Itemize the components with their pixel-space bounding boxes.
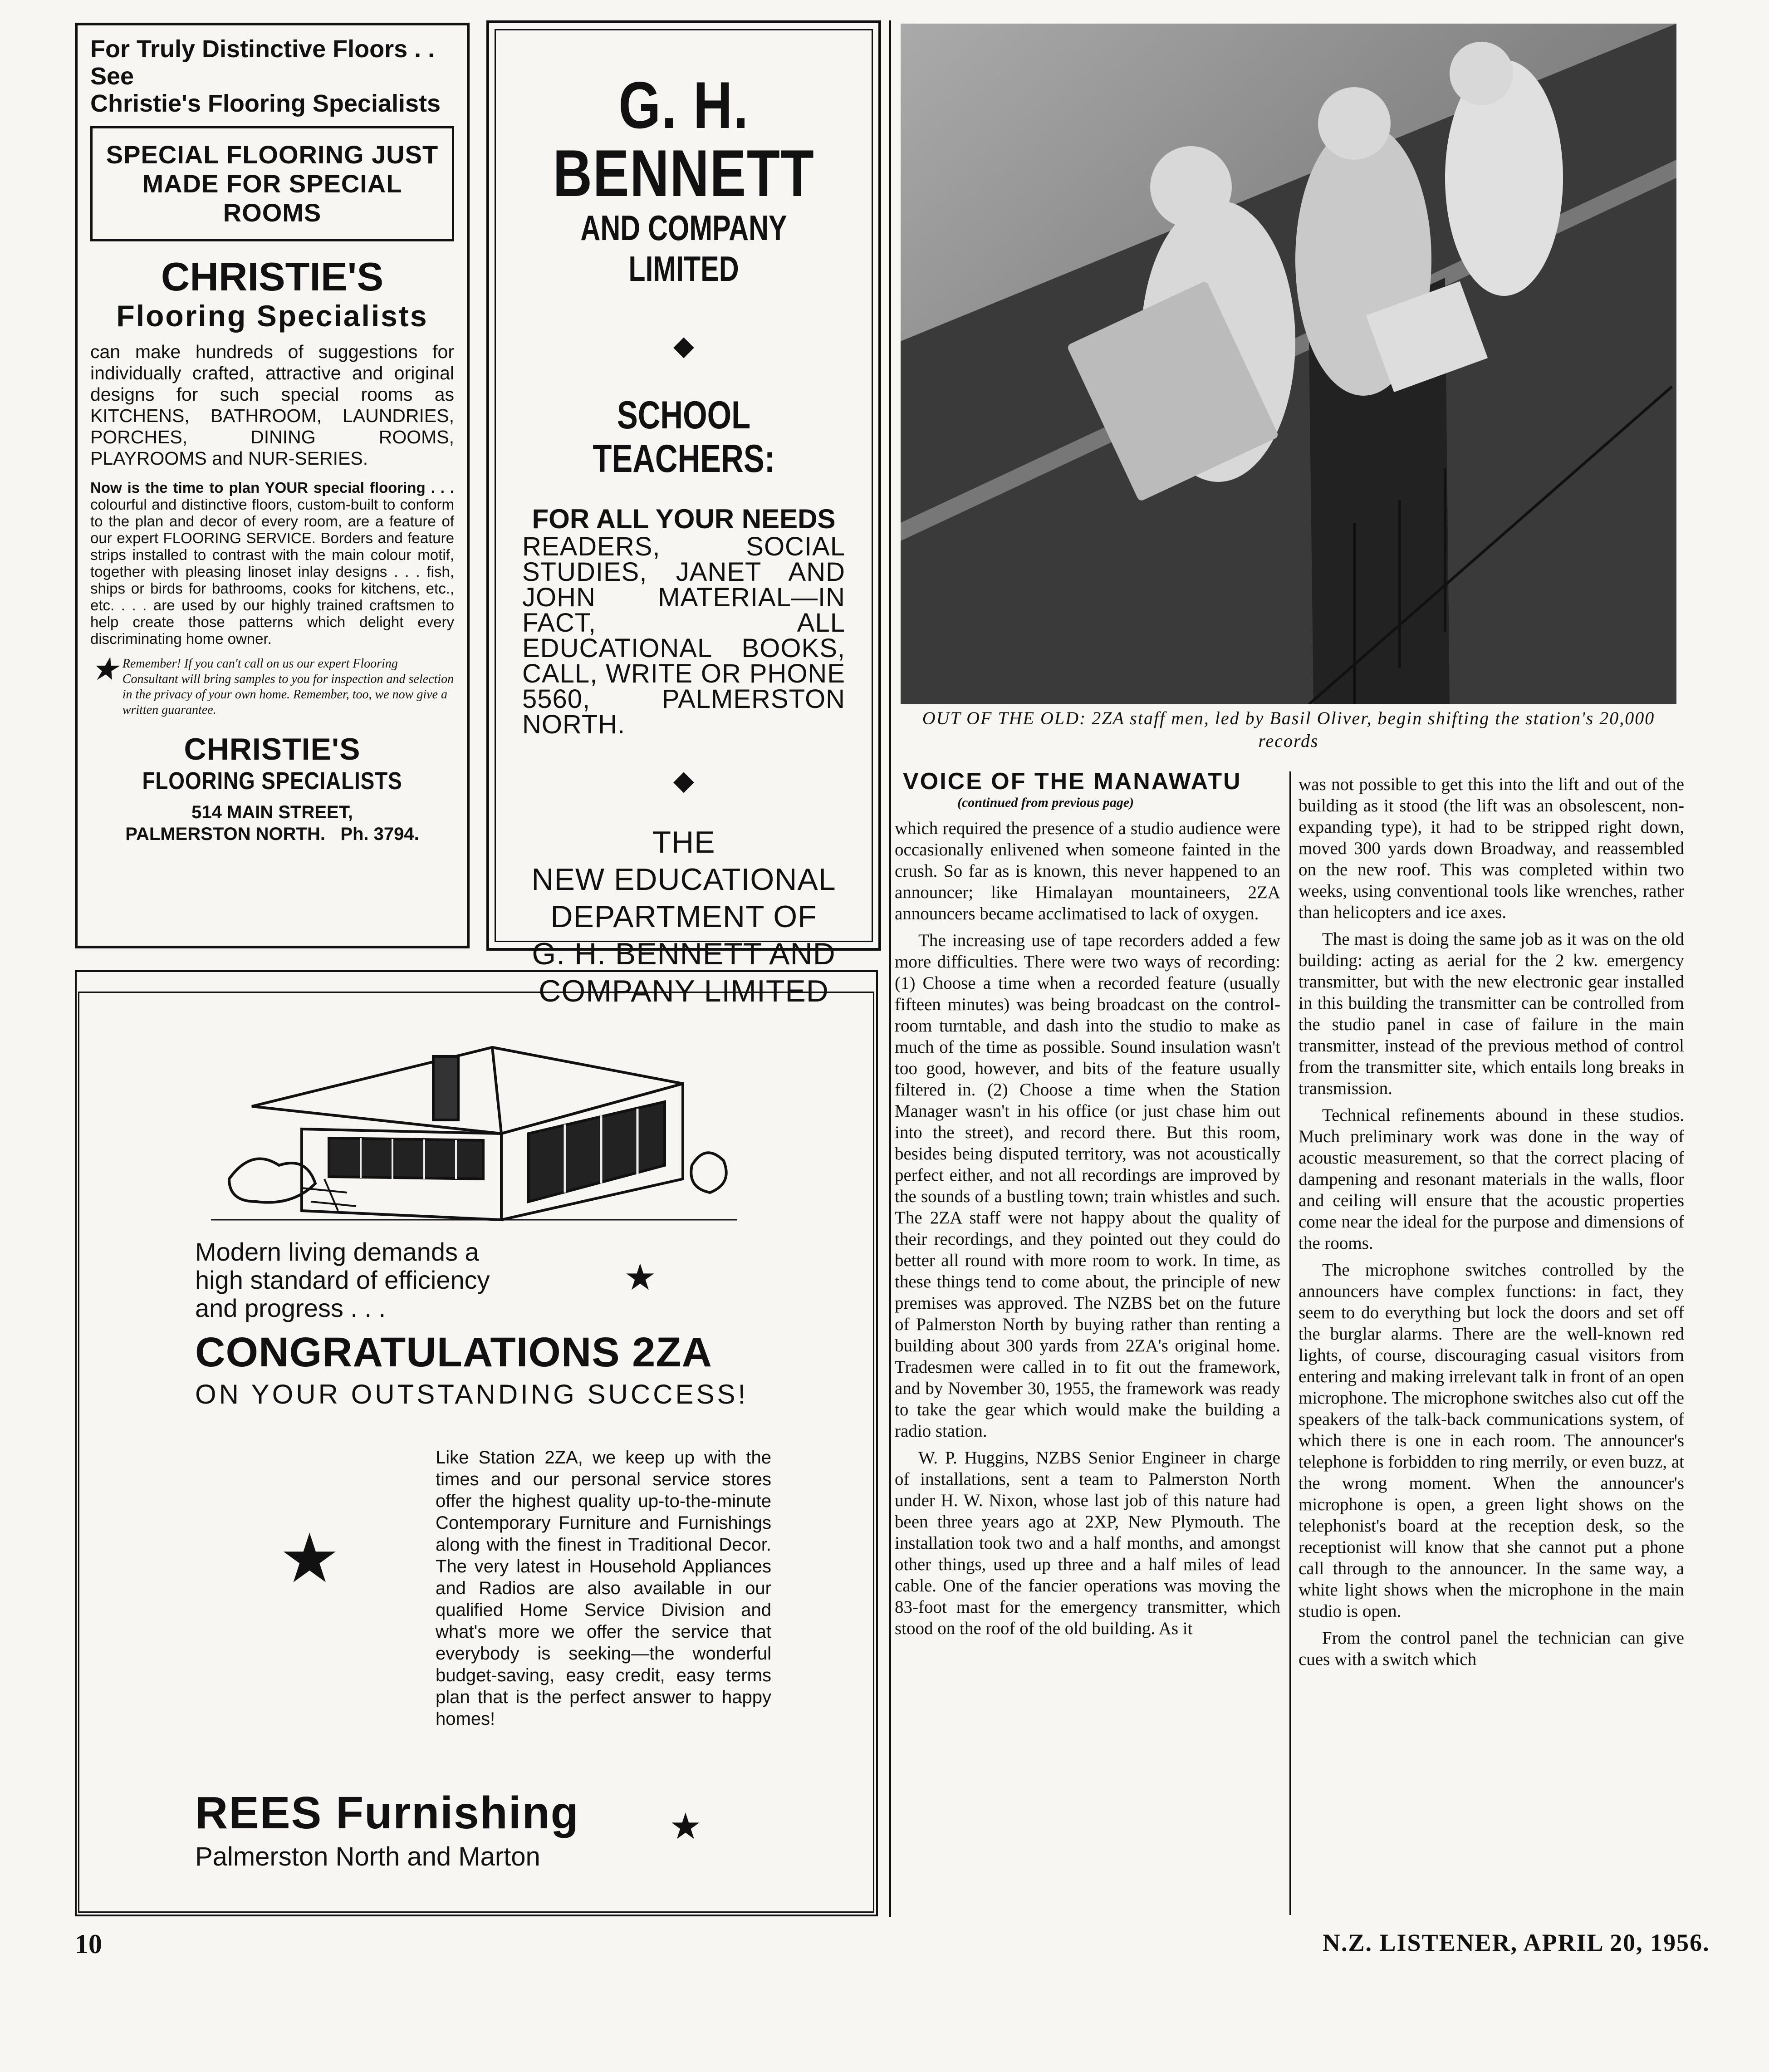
article-paragraph: was not possible to get this into the lift and out of the building as it stood (the lift was an obsolescent, non-expanding type), it had to be stripped right down, moved 300 yards down Broadway, and reassembled on the new roof. This was completed within two weeks, using conventional tools like wrenches, rather than helicopters and ice axes.	[1299, 775, 1684, 922]
christie-advertisement	[75, 23, 470, 948]
rees-advertisement	[78, 992, 874, 1913]
rees-body: Like Station 2ZA, we keep up with the times and our personal service stores offer the highest quality up-to-the-minute Contemporary Furniture and Furnishings along with the finest in Traditional Decor. The very latest in Household Appliances and Radios are also available in our qualified Home Service Division and what's more we offer the service that everybody is seeking—the wonderful budget-saving, easy credit, easy terms plan that is the perfect answer to happy homes!	[436, 1448, 771, 1729]
closing-line: G. H. BENNETT AND	[532, 937, 836, 971]
page-number: 10	[75, 1929, 102, 1959]
christie-address	[90, 801, 454, 845]
tagline-line: and progress . . .	[195, 1294, 386, 1322]
closing-line: NEW EDUCATIONAL	[531, 862, 836, 897]
bennett-heading: SCHOOL TEACHERS:	[593, 393, 775, 481]
article-column-1	[895, 818, 1280, 1645]
star-icon: ★	[279, 1520, 340, 1596]
bennett-subtitle: AND COMPANY LIMITED	[580, 208, 787, 289]
article-paragraph: Technical refinements abound in these studios. Much preliminary work was done in the way of acoustic measurement, so that the correct placing of dampening and resonant materials in the walls, floor and ceiling will ensure that the acoustic properties come near the ideal for the purpose and dimensions of the rooms.	[1299, 1105, 1684, 1253]
christie-brand: CHRISTIE'S	[161, 254, 384, 299]
article-paragraph: W. P. Huggins, NZBS Senior Engineer in charge of installations, sent a team to Palmerston North under H. W. Nixon, whose last job of this nature had been three years ago at 2XP, New Plymouth. The installation took two and a half months, and amongst other things, used up three and a half miles of lead cable. One of the fancier operations was moving the 83-foot mast for the emergency transmitter, which stood on the roof of the old building. As it	[895, 1448, 1280, 1638]
bennett-subheading: FOR ALL YOUR NEEDS	[532, 504, 836, 534]
diamond-icon: ◆	[673, 765, 695, 795]
bennett-title: G. H. BENNETT	[553, 68, 815, 210]
christie-body: can make hundreds of suggestions for individually crafted, attractive and original designs for such special rooms as KITCHENS, BATHROOM, LAUNDRIES, PORCHES, DINING ROOMS, PLAYROOMS and NUR-SERIES.	[90, 341, 454, 469]
closing-line: DEPARTMENT OF	[550, 899, 817, 934]
star-icon: ★	[90, 652, 119, 687]
column-rule	[1289, 771, 1291, 1915]
tagline-line: high standard of efficiency	[195, 1266, 490, 1294]
star-icon: ★	[624, 1257, 657, 1297]
article-paragraph: The increasing use of tape recorders added a few more difficulties. There were two ways of recording: (1) Choose a time when a recorded feature (usually fifteen minutes) was being broadcast on the control-room turntable, and dash into the studio to make as much of the time as possible. Sound insulation wasn't too good, however, and bits of the feature usually filtered in. (2) Choose a time when the Station Manager wasn't in his office (or just chase him out into the street), and record there. But this room, besides being disputed territory, was not acoustically perfect either, and not all recordings are improved by the sounds of a bustling town; train whistles and such. The 2ZA staff were not happy about the quality of their recordings, and they pointed out they could do better all round with more room to work. In time, as these things tend to come about, the principle of new premises was approved. The NZBS bet on the future of Palmerston North by buying rather than renting a building about 300 yards from 2ZA's original home. Tradesmen were called in to fit out the framework, and by November 30, 1955, the framework was ready to take the gear which would make the building a radio station.	[895, 931, 1280, 1441]
christie-body-2	[90, 479, 454, 647]
diamond-icon: ◆	[673, 330, 695, 361]
christie-body-lead: Now is the time to plan YOUR special flooring . . .	[90, 479, 454, 496]
article-paragraph: The microphone switches controlled by the announcers have complex functions: in fact, they seem to do everything but lock the doors and set off the burglar alarms. There are the well-known red lights, of course, discouraging casual visitors from entering and making irrelevant talk in front of an open microphone. The microphone switches also cut off the speakers of the talk-back communications system, of which there is one in each room. The announcer's telephone is forbidden to ring merrily, or even buzz, at the wrong moment. When the announcer's microphone is open, a green light shows on the telephonist's board at the reception desk, so the receptionist will know that she cannot put a phone call through to the announcer. In the same way, a white light shows when the microphone in the main studio is open.	[1299, 1260, 1684, 1621]
article-paragraph: The mast is doing the same job as it was on the old building: acting as aerial for the 2 kw. emergency transmitter, but with the new electronic gear installed in this building the transmitter can be controlled from the studio panel in case of failure in the main transmitter, instead of the previous method of control from the transmitter site, which entails long breaks in transmission.	[1299, 929, 1684, 1098]
intro-line: See	[90, 63, 134, 90]
star-icon: ★	[669, 1806, 702, 1846]
rees-locations: Palmerston North and Marton	[195, 1842, 540, 1871]
christie-name-sub: FLOORING SPECIALISTS	[142, 767, 402, 795]
staff-moving-records-photo	[901, 24, 1676, 704]
rees-name: REES Furnishing	[195, 1787, 579, 1838]
tagline-line: Modern living demands a	[195, 1237, 479, 1266]
column-rule	[889, 20, 891, 1917]
congratulations-heading: CONGRATULATIONS 2ZA	[195, 1329, 712, 1375]
bennett-advertisement	[495, 29, 873, 1008]
city-phone-line: PALMERSTON NORTH. Ph. 3794.	[125, 824, 419, 844]
christie-body-text: colourful and distinctive floors, custom-built to conform to the plan and decor of every room, are a feature of our expert FLOORING SERVICE. Borders and feature strips installed to contrast with the main colour motif, together with pleasing linoset inlay designs . . . fish, ships or birds for bathrooms, cooks for kitchens, etc., etc. . . . are used by our highly trained craftsmen to help create those patterns which delight every discriminating home owner.	[90, 496, 454, 647]
intro-line: For Truly Distinctive Floors . .	[90, 35, 435, 63]
christie-name: CHRISTIE'S	[184, 732, 361, 766]
rees-tagline	[195, 1238, 490, 1322]
christie-brand-sub: Flooring Specialists	[116, 299, 428, 333]
intro-line: Christie's Flooring Specialists	[90, 90, 441, 117]
publication-line: N.Z. LISTENER, APRIL 20, 1956.	[1323, 1929, 1710, 1956]
bennett-body: READERS, SOCIAL STUDIES, JANET AND JOHN MATERIAL—IN FACT, ALL EDUCATIONAL BOOKS, CALL, WRITE OR PHONE 5560, PALMERSTON NORTH.	[522, 532, 845, 739]
special-flooring-box: SPECIAL FLOORING JUST MADE FOR SPECIAL ROOMS	[90, 126, 454, 241]
christie-note	[90, 652, 454, 718]
success-subheading: ON YOUR OUTSTANDING SUCCESS!	[195, 1379, 749, 1409]
article-paragraph: From the control panel the technician can give cues with a switch which	[1299, 1628, 1684, 1669]
article-column-2	[1299, 774, 1684, 1675]
closing-line: COMPANY LIMITED	[539, 974, 829, 1008]
christie-intro	[90, 35, 454, 117]
address-line: 514 MAIN STREET,	[191, 802, 353, 822]
closing-line: THE	[652, 825, 715, 859]
article-paragraph: which required the presence of a studio audience were occasionally enlivened when someone fainted in the crush. So far as is known, this never happened to an announcer; like Himalayan mountaineers, 2ZA announcers became acclimatised to lack of oxygen.	[895, 819, 1280, 923]
christie-note-text: Remember! If you can't call on us our expert Flooring Consultant will bring samples to you for inspection and selection in the privacy of your own home. Remember, too, we now give a written guarantee.	[122, 657, 454, 717]
article-headline: VOICE OF THE MANAWATU	[903, 768, 1242, 795]
continued-note: (continued from previous page)	[957, 795, 1134, 810]
house-illustration	[211, 1029, 737, 1233]
photo-caption: OUT OF THE OLD: 2ZA staff men, led by Basil Oliver, begin shifting the station's 20,000 records	[922, 708, 1655, 751]
